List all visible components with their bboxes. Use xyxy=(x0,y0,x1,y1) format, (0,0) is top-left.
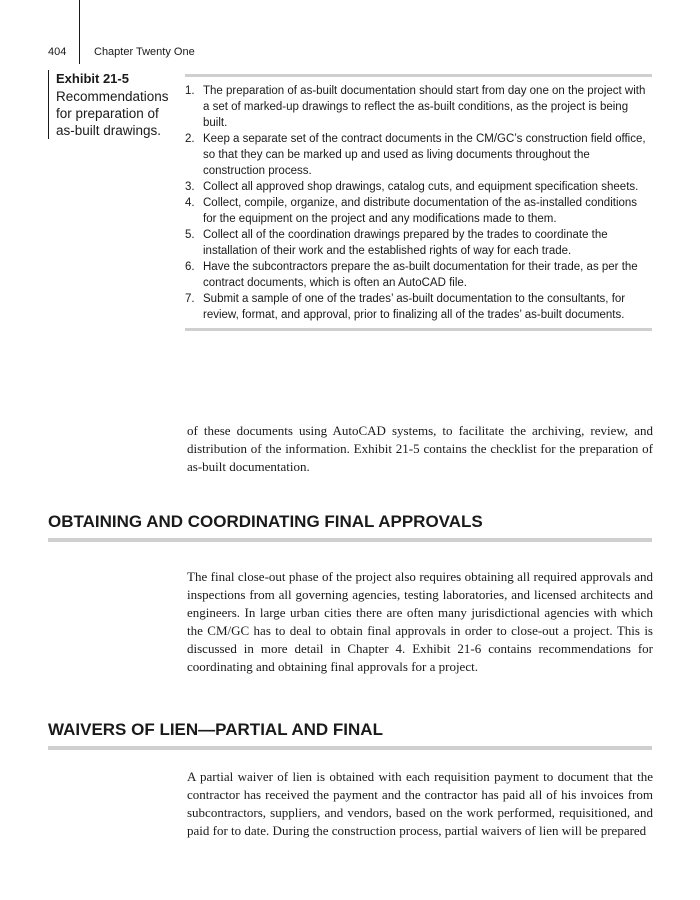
list-item-number: 6. xyxy=(185,261,195,273)
list-item xyxy=(185,83,652,131)
exhibit-description: Recommendations for preparation of as-built drawings. xyxy=(56,89,169,138)
list-item-number: 4. xyxy=(185,197,195,209)
section-heading-final-approvals: OBTAINING AND COORDINATING FINAL APPROVALS xyxy=(48,512,652,542)
list-item-text: Keep a separate set of the contract documents in the CM/GC’s construction field office, so that they can be marked up and used as living documents throughout the construction process. xyxy=(203,133,646,177)
list-item xyxy=(185,179,652,195)
list-item-text: Have the subcontractors prepare the as-built documentation for their trade, as per the contract documents, which is often an AutoCAD file. xyxy=(203,261,638,289)
section-heading-waivers-of-lien: WAIVERS OF LIEN—PARTIAL AND FINAL xyxy=(48,720,652,750)
list-item-number: 1. xyxy=(185,85,195,97)
list-item-number: 7. xyxy=(185,293,195,305)
list-item-text: Collect all approved shop drawings, catalog cuts, and equipment specification sheets. xyxy=(203,181,639,193)
header-divider xyxy=(79,0,80,64)
body-paragraph: The final close-out phase of the project also requires obtaining all required approvals and inspections from all governing agencies, testing laboratories, and licensed architects and engineers. In large urban cities there are often many jurisdictional agencies with which the CM/GC has to deal to obtain final approvals in order to close-out a project. This is discussed in more detail in Chapter 4. Exhibit 21-6 contains recommendations for coordinating and obtaining final approvals for a project. xyxy=(187,569,653,674)
body-paragraph: of these documents using AutoCAD systems, to facilitate the archiving, review, and distribution of the information. Exhibit 21-5 contains the checklist for the preparation of as-built documentation. xyxy=(187,423,653,474)
list-item-number: 2. xyxy=(185,133,195,145)
list-item xyxy=(185,131,652,179)
list-item-text: The preparation of as-built documentation should start from day one on the project with a set of marked-up drawings to reflect the as-built conditions, as the project is being built. xyxy=(203,85,646,129)
list-item-number: 3. xyxy=(185,181,195,193)
list-item xyxy=(185,259,652,291)
list-item xyxy=(185,291,652,323)
list-item xyxy=(185,227,652,259)
body-paragraph: A partial waiver of lien is obtained with each requisition payment to document that the contractor has received the payment and the contractor has paid all of his invoices from subcontractors, suppliers, and vendors, based on the work performed, requisitioned, and paid for to date. During the construction process, partial waivers of lien will be prepared xyxy=(187,769,653,838)
running-header-chapter: Chapter Twenty One xyxy=(94,46,195,58)
list-item-text: Submit a sample of one of the trades’ as-built documentation to the consultants, for review, format, and approval, prior to finalizing all of the trades’ as-built documents. xyxy=(203,293,626,321)
list-item-text: Collect, compile, organize, and distribute documentation of the as-installed conditions for the equipment on the project and any modifications made to them. xyxy=(203,197,638,225)
list-item-number: 5. xyxy=(185,229,195,241)
checklist xyxy=(185,83,652,323)
exhibit-caption xyxy=(48,70,181,139)
list-item-text: Collect all of the coordination drawings prepared by the trades to coordinate the installation of their work and the established rights of way for each trade. xyxy=(203,229,608,257)
page-number: 404 xyxy=(48,46,67,58)
exhibit-label: Exhibit 21-5 xyxy=(56,71,129,86)
exhibit-checklist xyxy=(185,74,652,331)
list-item xyxy=(185,195,652,227)
